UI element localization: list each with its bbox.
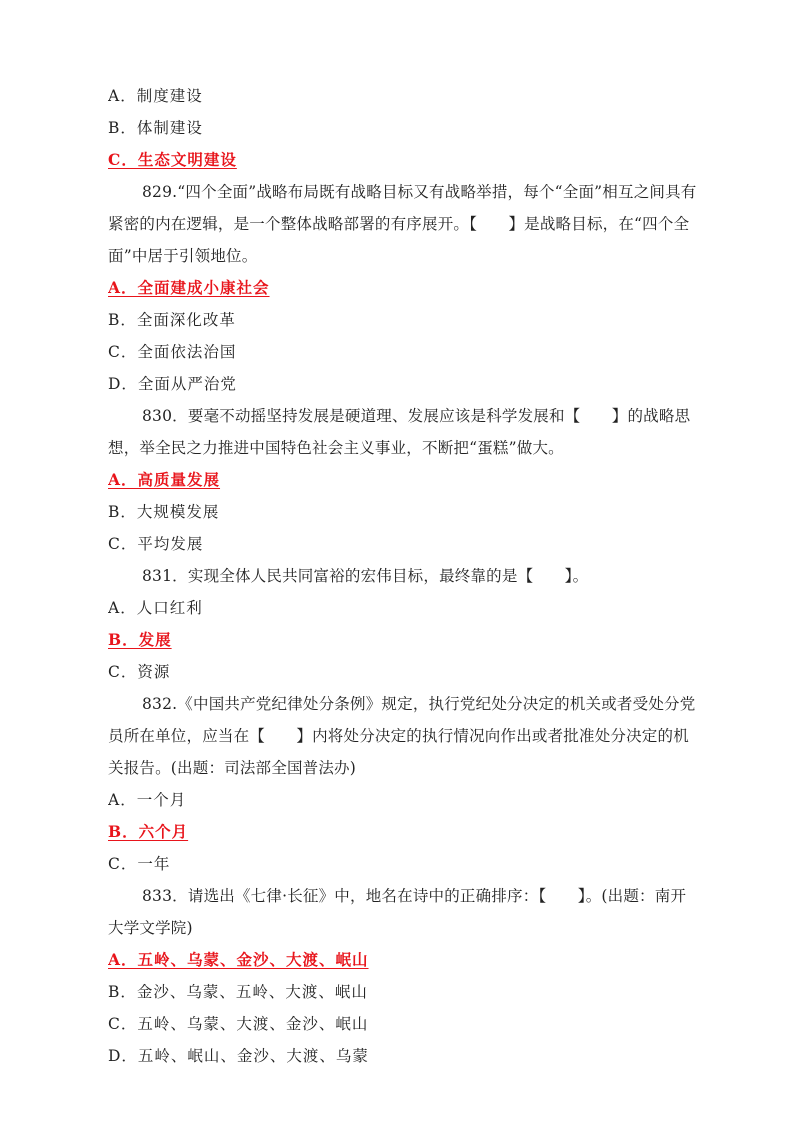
correct-answer: A．五岭、乌蒙、金沙、大渡、岷山 (108, 950, 369, 969)
question-830: 830．要毫不动摇坚持发展是硬道理、发展应该是科学发展和【 】的战略思想，举全民之力推进中国特色社会主义事业，不断把“蛋糕”做大。 (108, 407, 691, 457)
question-833: 833．请选出《七律·长征》中，地名在诗中的正确排序：【 】。(出题：南开大学文学院) (108, 887, 687, 937)
option-c: C．五岭、乌蒙、大渡、金沙、岷山 (108, 1015, 369, 1033)
question-829: 829.“四个全面”战略布局既有战略目标又有战略举措，每个“全面”相互之间具有紧密的内在逻辑，是一个整体战略部署的有序展开。【 】是战略目标，在“四个全面”中居于引领地位。 (108, 183, 697, 265)
correct-answer: A．高质量发展 (108, 470, 221, 489)
option-b: B．大规模发展 (108, 503, 220, 521)
question-832: 832.《中国共产党纪律处分条例》规定，执行党纪处分决定的机关或者受处分党员所在单位，应当在【 】内将处分决定的执行情况向作出或者批准处分决定的机关报告。(出题：司法部全国普法办) (108, 695, 696, 777)
option-c: C．资源 (108, 663, 171, 681)
correct-answer: B．六个月 (108, 822, 189, 841)
option-d: D．五岭、岷山、金沙、大渡、乌蒙 (108, 1047, 369, 1065)
option-b: B．体制建设 (108, 119, 203, 137)
option-a: A．制度建设 (108, 87, 203, 105)
option-c: C．一年 (108, 855, 171, 873)
correct-answer: C．生态文明建设 (108, 150, 237, 169)
option-a: A．一个月 (108, 791, 187, 809)
correct-answer: B．发展 (108, 630, 172, 649)
question-list (108, 80, 698, 1072)
option-d: D．全面从严治党 (108, 375, 237, 393)
option-b: B．金沙、乌蒙、五岭、大渡、岷山 (108, 983, 368, 1001)
option-c: C．平均发展 (108, 535, 204, 553)
option-c: C．全面依法治国 (108, 343, 237, 361)
correct-answer: A．全面建成小康社会 (108, 278, 270, 297)
option-a: A．人口红利 (108, 599, 203, 617)
option-b: B．全面深化改革 (108, 311, 236, 329)
question-831: 831．实现全体人民共同富裕的宏伟目标，最终靠的是【 】。 (142, 567, 589, 585)
